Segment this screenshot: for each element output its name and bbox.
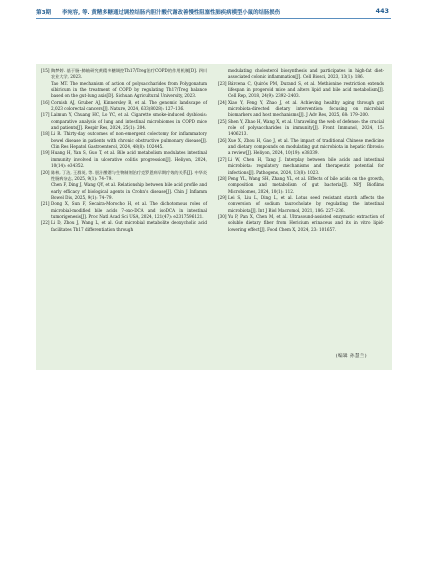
- editor-credit: (编辑 孙慧兰): [335, 354, 367, 359]
- reference-text: Tao MT. The mechanism of action of polysaccharides from Polygonatum sibiricum in the treatment of COPD by regulating Th17/Treg balance based on the gut-lung axis[D]. Sichuan Agricultural University, 2023.: [51, 80, 207, 99]
- reference-item: [41, 150, 207, 169]
- reference-text: Li W, Chen H, Tang J. Interplay between bile acids and intestinal microbiota: regulatory mechanisms and therapeutic potential for infections[J]. Pathogens, 2024, 13(8): 1023.: [228, 156, 384, 175]
- page-header: [0, 0, 427, 20]
- reference-text: Xue X, Zhou H, Gao J, et al. The impact of traditional Chinese medicine and dietary compounds on modulating gut microbiota in hepatic fibrosis: a review[J]. Heliyon, 2024, 10(19): e38339.: [228, 137, 384, 156]
- reference-number: [20]: [41, 169, 50, 175]
- reference-text: Dong X, Sun F, Secaira-Morocho H, et al. The dichotomous roles of microbial-modified bile acids 7-oxo-DCA and isoDCA in intestinal tumorigenesis[J]. Proc Natl Acad Sci USA, 2024, 121(47): e2317596121.: [51, 201, 207, 219]
- reference-text: Lei S, Liu L, Ding L, et al. Lotus seed resistant starch affects the conversion of sodium taurocholate by regulating the intestinal microbiota[J]. Int J Biol Macromol, 2021, 186: 227–236.: [228, 194, 384, 213]
- reference-number: [26]: [218, 137, 227, 143]
- reference-text: Yu P, Pan X, Chen M, et al. Ultrasound-assisted enzymatic extraction of soluble dietary fiber from Hericium erinaceus and its in vitro lipid-lowering effect[J]. Food Chem X, 2024, 23: 101657.: [228, 213, 384, 232]
- reference-item: [218, 138, 384, 157]
- reference-item: [218, 119, 384, 138]
- issue-number: 第3期: [36, 10, 52, 16]
- reference-item: [218, 68, 384, 81]
- reference-number: [16]: [41, 99, 50, 105]
- reference-text: Xiao Y, Feng Y, Zhao J, et al. Achieving healthy aging through gut microbiota-directed dietary intervention: focusing on microbial biomarkers and host mechanisms[J]. J Adv Res, 2025, 68: 179–200.: [228, 99, 384, 118]
- reference-number: [23]: [218, 80, 227, 86]
- reference-number: [18]: [41, 131, 50, 137]
- reference-item: [218, 195, 384, 214]
- reference-text: Li R. Thirty-day outcomes of non-emergent colectomy for inflammatory bowel disease in patients with chronic obstructive pulmonary disease[J]. Clin Res Hepatol Gastroenterol, 2024, 48(8): 102445.: [51, 131, 207, 150]
- reference-number: [24]: [218, 99, 227, 105]
- reference-item: [41, 100, 207, 113]
- reference-number: [28]: [218, 175, 227, 181]
- references-left-column: [41, 68, 207, 233]
- reference-item: [41, 112, 207, 131]
- reference-item: [41, 170, 207, 183]
- reference-item: [218, 100, 384, 119]
- reference-text: Cornish AJ, Gruber AJ, Kinnersley B, et al. The genomic landscape of 2,023 colorectal cancers[J]. Nature, 2024, 633(8028): 127–136.: [51, 99, 207, 112]
- reference-text: 陈林, 丁洁, 王群英, 等. 胆汁酸谱与生物制剂治疗克罗恩病早期疗效的关系[J]. 中华炎性肠病杂志, 2025, 9(1): 74–79.: [51, 169, 207, 181]
- reference-number: [17]: [41, 112, 50, 118]
- reference-number: [22]: [41, 220, 50, 226]
- reference-text: Laimun Y, Chuang HC, Lo YC, et al. Cigarette smoke-induced dysbiosis: comparative analysis of lung and intestinal microbiomes in COPD mice and patients[J]. Respir Res, 2024, 25(1): 204.: [51, 112, 207, 131]
- header-rule: [36, 18, 391, 19]
- reference-item: [218, 81, 384, 100]
- reference-text: 陶梦婷. 基于肠–肺轴研究黄精多糖调控Th17/Treg治疗COPD的作用机制[D]. 四川农业大学, 2023.: [51, 68, 207, 80]
- reference-number: [25]: [218, 118, 227, 124]
- reference-item: [41, 182, 207, 201]
- reference-item: [41, 131, 207, 150]
- reference-number: [19]: [41, 150, 50, 156]
- reference-number: [27]: [218, 156, 227, 162]
- running-title: 李宛容, 等. 黄精多糖通过调控结肠内胆汁酸代谢改善慢性阻塞性肺疾病模型小鼠的结肠损伤: [62, 10, 281, 16]
- reference-item: [218, 157, 384, 176]
- reference-item: [41, 220, 207, 233]
- reference-text: Chen F, Ding J, Wang QY, et al. Relationship between bile acid profile and early efficacy of biological agents in Crohn's disease[J]. Chin J Inflamm Bowel Dis, 2025, 9(1): 74–79.: [51, 182, 207, 200]
- reference-text: modulating cholesterol biosynthesis and participates in high-fat diet-associated colonic inflammation[J]. Cell Biosci, 2023, 13(1): 186.: [228, 68, 384, 80]
- page-number: 443: [375, 7, 389, 15]
- reference-text: Huang H, Yan S, Guo T, et al. Bile acid metabolism modulates intestinal immunity involved in ulcerative colitis progression[J]. Heliyon, 2024, 10(14): e34352.: [51, 150, 207, 169]
- reference-text: Bárcena C, Quirós PM, Durand S, et al. Methionine restriction extends lifespan in progeroid mice and alters lipid and bile acid metabolism[J]. Cell Rep, 2018, 24(9): 2392–2403.: [228, 80, 384, 99]
- reference-text: Li D, Zhou J, Wang L, et al. Gut microbial metabolite deoxycholic acid facilitates Th17 differentiation through: [51, 220, 207, 232]
- reference-text: Peng YL, Wang SH, Zhang YL, et al. Effects of bile acids on the growth, composition and metabolism of gut bacteria[J]. NPJ Biofilms Microbiomes, 2024, 10(1): 112.: [228, 175, 384, 194]
- references-right-column: [218, 68, 384, 233]
- reference-number: [21]: [41, 201, 50, 207]
- reference-item: [41, 201, 207, 220]
- reference-item: [41, 81, 207, 100]
- reference-item: [218, 214, 384, 233]
- reference-number: [30]: [218, 213, 227, 219]
- reference-item: [218, 176, 384, 195]
- reference-number: [29]: [218, 194, 227, 200]
- reference-number: [15]: [41, 68, 50, 73]
- reference-item: [41, 68, 207, 81]
- reference-text: Shen Y, Zhao H, Wang X, et al. Unraveling the web of defense: the crucial role of polysaccharides in immunity[J]. Front Immunol, 2024, 15: 1406213.: [228, 118, 384, 137]
